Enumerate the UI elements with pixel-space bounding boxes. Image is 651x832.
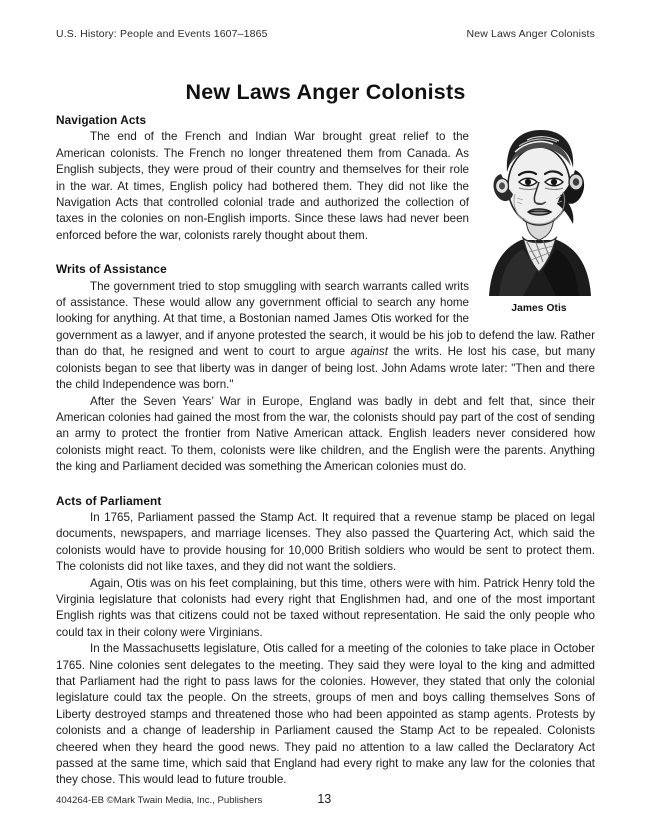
paragraph-navigation-acts: The end of the French and Indian War brought great relief to the American colonists. The French no longer threatened them from Canada. As English subjects, they were proud of their country and themselves for their role in the war. At times, English policy had bothered them. They did not like the Navigation Acts that controlled colonial trade and authorized the collection of taxes in the colonies on non-English imports. Since these laws had never been enforced before the war, colonists rarely thought about them.: [56, 130, 469, 242]
header-lesson-title: New Laws Anger Colonists: [466, 28, 595, 40]
heading-navigation-acts: Navigation Acts: [56, 113, 147, 127]
page-title: New Laws Anger Colonists: [185, 80, 466, 105]
paragraph-seven-years-war: After the Seven Years’ War in Europe, England was badly in debt and felt that, since their American colonies had gained the most from the war, the colonists should pay part of the cost of sending an army to protect the frontier from Native American attack. English leaders never considered how colonists might react. To them, colonists were like children, and the English were the parents. Anything the king and Parliament decided was something the American colonies must do.: [56, 394, 595, 474]
paragraph-patrick-henry: Again, Otis was on his feet complaining, but this time, others were with him. Patrick Henry told the Virginia legislature that colonists had every right that Englishmen had, and one of the most important English rights was that citizens could not be taxed without representation. He said the only people who could tax in their colony were Virginians.: [56, 576, 595, 639]
heading-acts-of-parliament: Acts of Parliament: [56, 493, 162, 508]
running-header: [56, 28, 595, 40]
page-number: 13: [317, 792, 332, 806]
header-book-title: U.S. History: People and Events 1607–1865: [56, 28, 268, 40]
writs-emphasis-against: against: [350, 345, 388, 359]
paragraph-stamp-act: In 1765, Parliament passed the Stamp Act. It required that a revenue stamp be placed on legal documents, newspapers, and marriage licenses. They also passed the Quartering Act, which said the colonists would have to provide housing for 10,000 British soldiers who would be sent to protect them. The colonists did not like taxes, and they did not want the soldiers.: [56, 510, 595, 574]
writs-text-post: the writs. He lost his case, but many colonists began to see that liberty was in danger of being lost. John Adams wrote later: "Then and there the child Independence was born.": [56, 345, 596, 392]
portrait-engraving-icon: [483, 120, 595, 296]
article-body: [56, 112, 595, 789]
figure-caption: James Otis: [511, 303, 567, 314]
paragraph-stamp-act-congress: In the Massachusetts legislature, Otis called for a meeting of the colonies to take place in October 1765. Nine colonies sent delegates to the meeting. They said they were loyal to the king and admitted that Parliament had the right to pass laws for the colonies. However, they stated that only the colonial legislature could tax the people. On the streets, groups of men and boys calling themselves Sons of Liberty destroyed stamps and threatened those who had been appointed as stamp agents. Protests by colonists and a change of leadership in Parliament caused the Stamp Act to be repealed. Colonists cheered when they heard the good news. They paid no attention to a law called the Declaratory Act passed at the same time, which said that England had every right to make any law for the colonies that they chose. This would lead to future trouble.: [56, 642, 595, 787]
heading-writs-of-assistance: Writs of Assistance: [56, 262, 167, 277]
writs-text-pre: The government tried to stop smuggling with search warrants called writs of assistance. These would allow any government official to search any home looking for anything. At that time, a Bostonian named James Otis worked for the government as a lawyer, and if anyone protested the search, it would be his job to defend the law. Rather than do that, he resigned and went to court to argue: [56, 279, 595, 359]
figure-james-otis: [483, 120, 595, 317]
page-footer: [56, 792, 595, 806]
publisher-imprint: 404264-EB ©Mark Twain Media, Inc., Publishers: [56, 795, 263, 806]
